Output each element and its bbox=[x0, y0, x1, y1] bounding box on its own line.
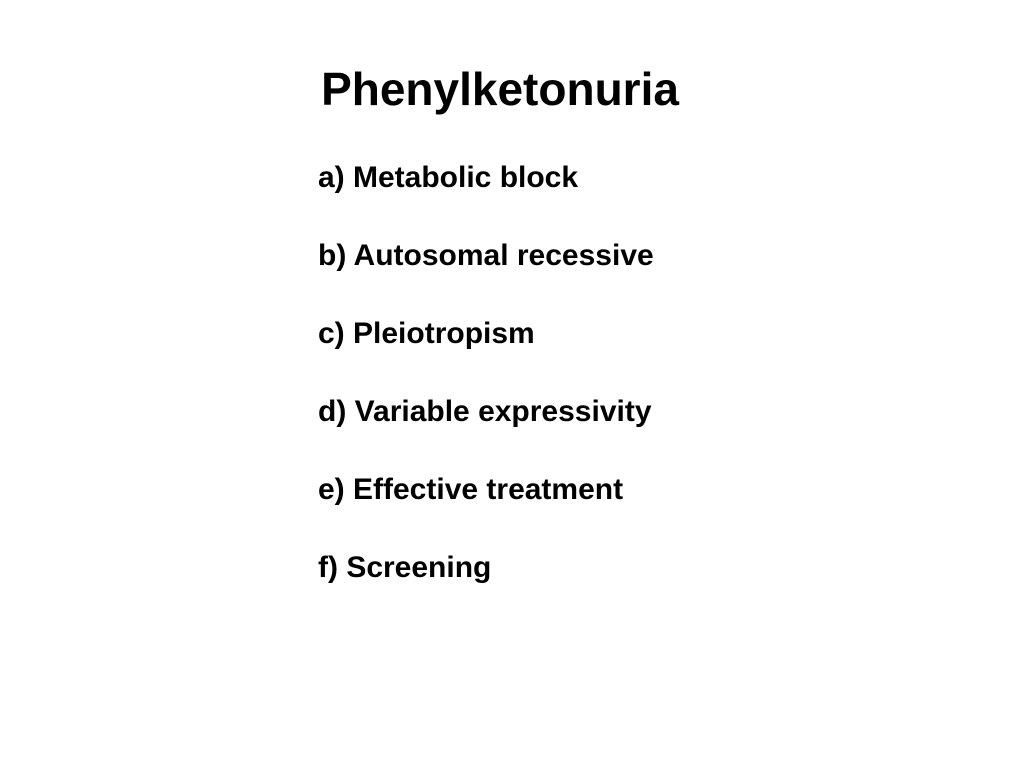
point-screening: f) Screening bbox=[318, 551, 492, 584]
point-metabolic-block: a) Metabolic block bbox=[318, 161, 579, 194]
point-variable-expressivity: d) Variable expressivity bbox=[318, 395, 652, 428]
point-list bbox=[318, 158, 654, 626]
point-autosomal-recessive: b) Autosomal recessive bbox=[318, 239, 654, 272]
slide-title: Phenylketonuria bbox=[321, 63, 679, 115]
point-pleiotropism: c) Pleiotropism bbox=[318, 317, 535, 350]
point-effective-treatment: e) Effective treatment bbox=[318, 473, 624, 506]
